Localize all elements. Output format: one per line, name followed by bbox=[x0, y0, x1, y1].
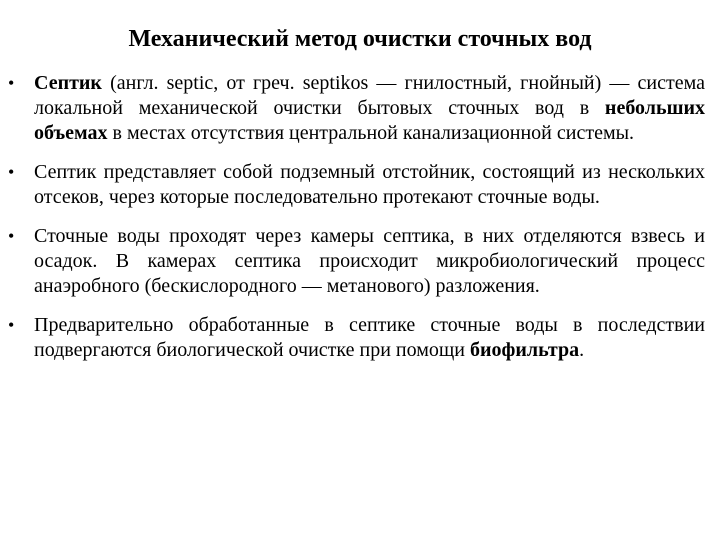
biofilter-text-end: . bbox=[579, 339, 585, 361]
list-item-septic-structure bbox=[0, 160, 720, 210]
slide-title: Механический метод очистки сточных вод bbox=[128, 26, 592, 52]
term-biofilter: биофильтра bbox=[470, 339, 580, 361]
bullet-icon: • bbox=[8, 226, 15, 246]
bullet-list bbox=[0, 71, 720, 377]
definition-text-end: в местах отсутствия центральной канализационной системы. bbox=[107, 122, 635, 144]
term-septic: Септик bbox=[34, 72, 102, 94]
list-item-septic-definition bbox=[0, 71, 720, 146]
biofilter-text: Предварительно обработанные в септике сточные воды в последствии подвергаются биологической очистке при помощи bbox=[34, 314, 705, 361]
bullet-icon: • bbox=[8, 315, 15, 335]
bullet-icon: • bbox=[8, 73, 15, 93]
bullet-icon: • bbox=[8, 162, 15, 182]
emphasis-small-volumes: небольших объемах bbox=[34, 97, 705, 144]
definition-text: (англ. septic, от греч. septikos — гнилостный, гнойный) — система локальной механической очистки бытовых сточных вод в bbox=[34, 72, 705, 119]
list-item-septic-process bbox=[0, 224, 720, 299]
structure-text: Септик представляет собой подземный отстойник, состоящий из нескольких отсеков, через которые последовательно протекают сточные воды. bbox=[34, 161, 705, 208]
process-text: Сточные воды проходят через камеры септика, в них отделяются взвесь и осадок. В камерах септика происходит микробиологический процесс анаэробного (бескислородного — метанового) разложения. bbox=[34, 225, 705, 297]
list-item-biofilter bbox=[0, 313, 720, 363]
